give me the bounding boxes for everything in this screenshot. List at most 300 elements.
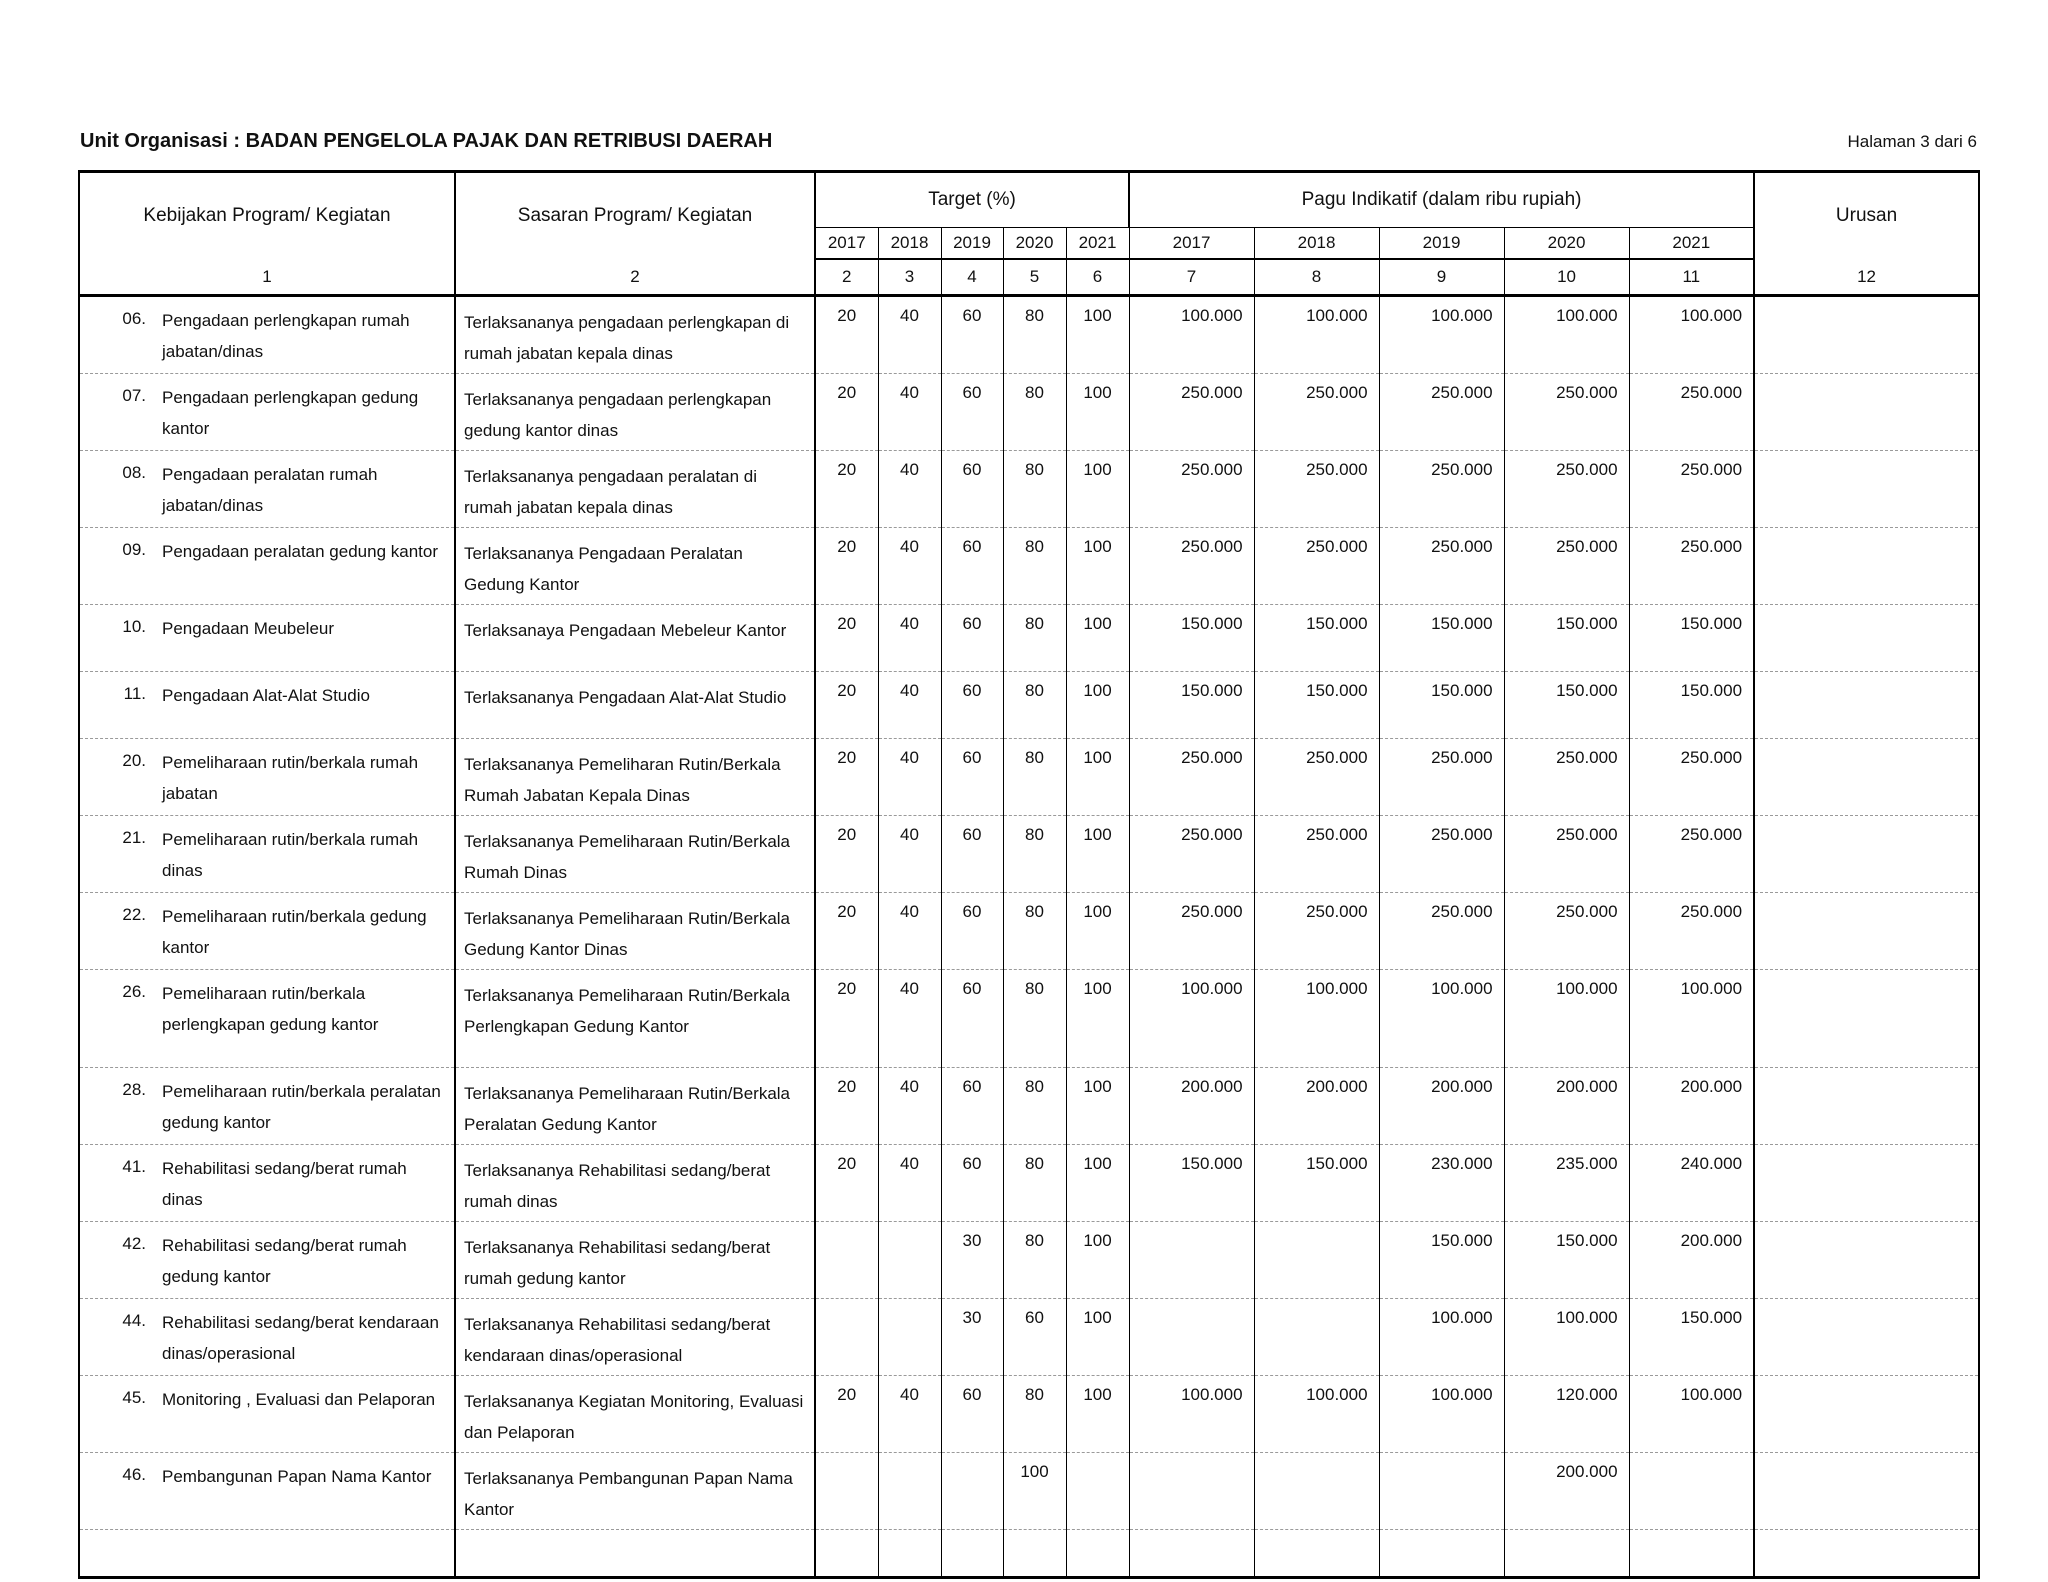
sasaran-cell	[455, 893, 815, 970]
target-cell	[941, 739, 1003, 816]
target-cell	[941, 528, 1003, 605]
pagu-value	[1130, 1453, 1254, 1462]
target-cell	[1066, 296, 1129, 374]
target-cell	[878, 1145, 941, 1222]
table-row	[79, 451, 1979, 528]
pagu-cell	[1629, 605, 1754, 672]
sasaran-text: Terlaksananya Pemeliharan Rutin/Berkala Rumah Jabatan Kepala Dinas	[464, 755, 781, 805]
pagu-cell	[1129, 893, 1254, 970]
target-value: 40	[900, 306, 919, 325]
sasaran-text: Terlaksananya Rehabilitasi sedang/berat rumah dinas	[464, 1161, 771, 1211]
pagu-value: 250.000	[1306, 537, 1368, 556]
target-value: 20	[837, 902, 857, 921]
pagu-cell	[1129, 1222, 1254, 1299]
table-row	[79, 605, 1979, 672]
activity-number: 44.	[122, 1311, 146, 1330]
pagu-cell	[1129, 296, 1254, 374]
target-value: 80	[1025, 460, 1044, 479]
urusan-value	[1755, 1376, 1978, 1385]
urusan-value	[1755, 1145, 1978, 1154]
sasaran-text: Terlaksananya Pengadaan Alat-Alat Studio	[464, 688, 787, 707]
target-year: 2020	[1003, 228, 1066, 260]
header-urusan: Urusan	[1754, 172, 1979, 260]
pagu-cell	[1254, 528, 1379, 605]
kebijakan-text: Pengadaan peralatan gedung kantor	[162, 542, 439, 561]
target-cell	[1003, 672, 1066, 739]
target-cell	[941, 672, 1003, 739]
pagu-value: 150.000	[1680, 681, 1743, 700]
pagu-cell	[1129, 1376, 1254, 1453]
target-year: 2018	[878, 228, 941, 260]
target-cell	[815, 1145, 878, 1222]
empty-cell	[1129, 1530, 1254, 1578]
target-year: 2021	[1066, 228, 1129, 260]
activity-number: 45.	[122, 1388, 146, 1407]
pagu-cell	[1504, 296, 1629, 374]
kebijakan-cell	[79, 296, 455, 374]
target-cell	[1003, 1299, 1066, 1376]
pagu-value: 100.000	[1680, 979, 1743, 998]
sasaran-cell	[455, 605, 815, 672]
pagu-cell	[1129, 672, 1254, 739]
target-value: 60	[962, 383, 982, 402]
urusan-value	[1755, 970, 1978, 979]
pagu-value: 100.000	[1306, 1385, 1368, 1404]
pagu-value: 250.000	[1431, 537, 1493, 556]
pagu-cell	[1379, 1145, 1504, 1222]
sasaran-text: Terlaksananya pengadaan perlengkapan gedung kantor dinas	[464, 390, 772, 440]
target-value: 20	[837, 1154, 857, 1173]
target-cell	[1066, 1453, 1129, 1530]
column-number: 1	[79, 259, 455, 296]
header-target: Target (%)	[815, 172, 1129, 228]
urusan-value	[1755, 893, 1978, 902]
pagu-cell	[1379, 1299, 1504, 1376]
pagu-cell	[1379, 739, 1504, 816]
target-cell	[1003, 374, 1066, 451]
pagu-cell	[1629, 739, 1754, 816]
pagu-cell	[1254, 605, 1379, 672]
pagu-value: 200.000	[1306, 1077, 1368, 1096]
sasaran-cell	[455, 1145, 815, 1222]
pagu-cell	[1129, 816, 1254, 893]
pagu-cell	[1254, 451, 1379, 528]
target-cell	[878, 1068, 941, 1145]
target-cell	[1003, 605, 1066, 672]
sasaran-cell	[455, 739, 815, 816]
pagu-cell	[1254, 672, 1379, 739]
activity-number: 20.	[122, 751, 146, 770]
table-row	[79, 970, 1979, 1068]
kebijakan-text: Pengadaan peralatan rumah jabatan/dinas	[162, 465, 378, 515]
pagu-value: 235.000	[1556, 1154, 1618, 1173]
kebijakan-text: Rehabilitasi sedang/berat rumah gedung kantor	[162, 1236, 407, 1286]
pagu-cell	[1379, 970, 1504, 1068]
urusan-value	[1755, 1068, 1978, 1077]
target-value: 100	[1083, 460, 1112, 479]
target-cell	[1003, 739, 1066, 816]
sasaran-cell	[455, 1222, 815, 1299]
pagu-value: 250.000	[1306, 460, 1368, 479]
pagu-year: 2018	[1254, 228, 1379, 260]
target-value	[816, 1299, 878, 1308]
pagu-value: 120.000	[1556, 1385, 1618, 1404]
urusan-cell	[1754, 1299, 1979, 1376]
pagu-value: 250.000	[1181, 537, 1243, 556]
urusan-cell	[1754, 296, 1979, 374]
pagu-value: 250.000	[1181, 825, 1243, 844]
pagu-cell	[1629, 1068, 1754, 1145]
kebijakan-text: Pemeliharaan rutin/berkala perlengkapan gedung kantor	[162, 984, 379, 1034]
column-number: 2	[455, 259, 815, 296]
target-cell	[941, 1222, 1003, 1299]
pagu-cell	[1254, 1222, 1379, 1299]
pagu-value: 100.000	[1556, 306, 1618, 325]
target-value: 20	[837, 1385, 857, 1404]
sasaran-cell	[455, 970, 815, 1068]
target-cell	[878, 1299, 941, 1376]
pagu-cell	[1254, 1068, 1379, 1145]
target-value: 80	[1025, 1077, 1044, 1096]
target-value	[1067, 1453, 1129, 1462]
target-cell	[1066, 816, 1129, 893]
pagu-value: 150.000	[1431, 681, 1493, 700]
table-row	[79, 1376, 1979, 1453]
pagu-value: 250.000	[1431, 460, 1493, 479]
target-value: 60	[1025, 1308, 1044, 1327]
pagu-cell	[1129, 1068, 1254, 1145]
pagu-value	[1130, 1299, 1254, 1308]
column-number: 11	[1629, 259, 1754, 296]
target-value: 60	[962, 306, 982, 325]
target-cell	[815, 296, 878, 374]
activity-number: 09.	[122, 540, 146, 559]
pagu-value: 150.000	[1306, 614, 1368, 633]
activity-number: 10.	[122, 617, 146, 636]
pagu-value: 250.000	[1556, 383, 1618, 402]
target-value: 20	[837, 306, 857, 325]
urusan-cell	[1754, 374, 1979, 451]
empty-cell	[1754, 1530, 1979, 1578]
target-cell	[878, 528, 941, 605]
pagu-value: 250.000	[1680, 383, 1743, 402]
pagu-cell	[1129, 1453, 1254, 1530]
pagu-cell	[1254, 1376, 1379, 1453]
pagu-cell	[1379, 374, 1504, 451]
target-value: 80	[1025, 537, 1044, 556]
target-cell	[1066, 893, 1129, 970]
column-number: 2	[815, 259, 878, 296]
activity-number: 26.	[122, 982, 146, 1001]
target-value: 80	[1025, 383, 1044, 402]
target-value	[942, 1453, 1003, 1462]
target-cell	[1066, 1222, 1129, 1299]
target-cell	[1066, 672, 1129, 739]
target-value: 100	[1083, 1154, 1112, 1173]
activity-number: 06.	[122, 309, 146, 328]
target-cell	[815, 1222, 878, 1299]
pagu-cell	[1129, 970, 1254, 1068]
target-cell	[1003, 1376, 1066, 1453]
target-cell	[1066, 451, 1129, 528]
pagu-cell	[1629, 816, 1754, 893]
pagu-value: 150.000	[1556, 1231, 1618, 1250]
pagu-year: 2019	[1379, 228, 1504, 260]
target-cell	[941, 1453, 1003, 1530]
pagu-value: 200.000	[1431, 1077, 1493, 1096]
sasaran-cell	[455, 296, 815, 374]
target-value: 100	[1083, 614, 1112, 633]
target-value: 40	[900, 537, 919, 556]
urusan-cell	[1754, 739, 1979, 816]
kebijakan-cell	[79, 672, 455, 739]
pagu-cell	[1129, 451, 1254, 528]
table-row	[79, 739, 1979, 816]
target-cell	[815, 1453, 878, 1530]
target-cell	[1066, 374, 1129, 451]
pagu-cell	[1254, 739, 1379, 816]
empty-cell	[1003, 1530, 1066, 1578]
target-value: 100	[1083, 902, 1112, 921]
target-cell	[941, 1145, 1003, 1222]
urusan-cell	[1754, 1376, 1979, 1453]
kebijakan-cell	[79, 816, 455, 893]
table-row	[79, 374, 1979, 451]
target-cell	[1066, 1068, 1129, 1145]
target-cell	[1066, 528, 1129, 605]
pagu-value: 200.000	[1680, 1077, 1743, 1096]
pagu-cell	[1379, 893, 1504, 970]
urusan-value	[1755, 1222, 1978, 1231]
target-cell	[941, 893, 1003, 970]
pagu-cell	[1504, 739, 1629, 816]
activity-number: 21.	[122, 828, 146, 847]
target-cell	[815, 605, 878, 672]
activity-number: 22.	[122, 905, 146, 924]
pagu-value: 250.000	[1306, 902, 1368, 921]
pagu-value: 100.000	[1431, 979, 1493, 998]
target-value: 100	[1020, 1462, 1049, 1481]
target-cell	[1066, 739, 1129, 816]
urusan-value	[1755, 816, 1978, 825]
pagu-value: 150.000	[1181, 614, 1243, 633]
pagu-cell	[1629, 296, 1754, 374]
kebijakan-cell	[79, 1222, 455, 1299]
column-number: 9	[1379, 259, 1504, 296]
kebijakan-text: Pemeliharaan rutin/berkala rumah dinas	[162, 830, 419, 880]
kebijakan-cell	[79, 605, 455, 672]
sasaran-text: Terlaksanaya Pengadaan Mebeleur Kantor	[464, 621, 787, 640]
pagu-cell	[1629, 1299, 1754, 1376]
target-value: 80	[1025, 1231, 1044, 1250]
target-value: 100	[1083, 825, 1112, 844]
sasaran-cell	[455, 374, 815, 451]
target-cell	[815, 739, 878, 816]
target-cell	[941, 374, 1003, 451]
empty-cell	[455, 1530, 815, 1578]
pagu-cell	[1129, 605, 1254, 672]
urusan-value	[1755, 1453, 1978, 1462]
pagu-cell	[1504, 893, 1629, 970]
target-value: 20	[837, 614, 857, 633]
pagu-cell	[1379, 816, 1504, 893]
pagu-value	[1255, 1299, 1379, 1308]
pagu-value: 250.000	[1680, 537, 1743, 556]
pagu-cell	[1254, 970, 1379, 1068]
urusan-cell	[1754, 672, 1979, 739]
kebijakan-cell	[79, 374, 455, 451]
sasaran-cell	[455, 1453, 815, 1530]
sasaran-cell	[455, 672, 815, 739]
target-cell	[1003, 296, 1066, 374]
pagu-value: 250.000	[1431, 902, 1493, 921]
urusan-value	[1755, 605, 1978, 614]
pagu-cell	[1629, 1453, 1754, 1530]
target-value: 60	[962, 681, 982, 700]
column-number: 12	[1754, 259, 1979, 296]
pagu-value: 100.000	[1181, 979, 1243, 998]
target-cell	[941, 970, 1003, 1068]
target-cell	[1003, 1222, 1066, 1299]
target-value: 60	[962, 979, 982, 998]
pagu-cell	[1629, 1145, 1754, 1222]
column-number: 4	[941, 259, 1003, 296]
column-number: 7	[1129, 259, 1254, 296]
pagu-cell	[1379, 1453, 1504, 1530]
target-cell	[815, 528, 878, 605]
pagu-cell	[1254, 816, 1379, 893]
pagu-cell	[1129, 1299, 1254, 1376]
target-value: 30	[962, 1231, 982, 1250]
target-value: 30	[962, 1308, 982, 1327]
pagu-year: 2021	[1629, 228, 1754, 260]
target-cell	[815, 672, 878, 739]
pagu-cell	[1504, 672, 1629, 739]
activity-number: 42.	[122, 1234, 146, 1253]
kebijakan-text: Monitoring , Evaluasi dan Pelaporan	[162, 1390, 436, 1409]
pagu-cell	[1379, 1222, 1504, 1299]
sasaran-text: Terlaksananya pengadaan peralatan di rumah jabatan kepala dinas	[464, 467, 758, 517]
pagu-cell	[1254, 296, 1379, 374]
urusan-cell	[1754, 970, 1979, 1068]
urusan-cell	[1754, 528, 1979, 605]
target-value: 20	[837, 1077, 857, 1096]
table-body	[79, 296, 1979, 1578]
target-value: 60	[962, 1077, 982, 1096]
pagu-cell	[1379, 1068, 1504, 1145]
kebijakan-text: Pengadaan Meubeleur	[162, 619, 335, 638]
kebijakan-text: Rehabilitasi sedang/berat kendaraan dinas/operasional	[162, 1313, 439, 1363]
target-cell	[1066, 605, 1129, 672]
target-cell	[878, 1453, 941, 1530]
target-value: 60	[962, 1154, 982, 1173]
pagu-value: 200.000	[1556, 1077, 1618, 1096]
pagu-cell	[1504, 1145, 1629, 1222]
kebijakan-cell	[79, 1376, 455, 1453]
pagu-value: 250.000	[1680, 902, 1743, 921]
target-cell	[1066, 1145, 1129, 1222]
kebijakan-cell	[79, 1145, 455, 1222]
target-value: 80	[1025, 748, 1044, 767]
header-pagu: Pagu Indikatif (dalam ribu rupiah)	[1129, 172, 1754, 228]
target-cell	[878, 1222, 941, 1299]
pagu-cell	[1254, 1145, 1379, 1222]
target-cell	[878, 739, 941, 816]
sasaran-text: Terlaksananya Pemeliharaan Rutin/Berkala Peralatan Gedung Kantor	[464, 1084, 791, 1134]
target-value: 40	[900, 383, 919, 402]
target-cell	[1066, 970, 1129, 1068]
column-number: 5	[1003, 259, 1066, 296]
pagu-cell	[1629, 672, 1754, 739]
target-value: 80	[1025, 614, 1044, 633]
kebijakan-cell	[79, 893, 455, 970]
target-cell	[815, 1068, 878, 1145]
pagu-value: 150.000	[1680, 1308, 1743, 1327]
sasaran-cell	[455, 816, 815, 893]
pagu-value: 200.000	[1680, 1231, 1743, 1250]
pagu-cell	[1504, 970, 1629, 1068]
pagu-value: 250.000	[1680, 825, 1743, 844]
pagu-value: 100.000	[1680, 306, 1743, 325]
kebijakan-text: Pemeliharaan rutin/berkala rumah jabatan	[162, 753, 419, 803]
pagu-value: 250.000	[1556, 825, 1618, 844]
kebijakan-cell	[79, 1068, 455, 1145]
column-number: 6	[1066, 259, 1129, 296]
activity-number: 08.	[122, 463, 146, 482]
activity-number: 41.	[122, 1157, 146, 1176]
sasaran-cell	[455, 1376, 815, 1453]
pagu-value	[1630, 1453, 1754, 1462]
target-value: 40	[900, 681, 919, 700]
target-value: 20	[837, 681, 857, 700]
pagu-value: 100.000	[1306, 306, 1368, 325]
empty-cell	[878, 1530, 941, 1578]
pagu-cell	[1379, 528, 1504, 605]
pagu-value: 230.000	[1431, 1154, 1493, 1173]
urusan-cell	[1754, 1068, 1979, 1145]
pagu-cell	[1629, 528, 1754, 605]
pagu-cell	[1629, 1222, 1754, 1299]
pagu-value: 150.000	[1431, 614, 1493, 633]
empty-cell	[79, 1530, 455, 1578]
header-kebijakan: Kebijakan Program/ Kegiatan	[79, 172, 455, 260]
target-cell	[1003, 451, 1066, 528]
pagu-cell	[1254, 893, 1379, 970]
pagu-cell	[1254, 1299, 1379, 1376]
target-value: 100	[1083, 1385, 1112, 1404]
pagu-cell	[1629, 374, 1754, 451]
pagu-value: 150.000	[1556, 614, 1618, 633]
urusan-value	[1755, 672, 1978, 681]
pagu-cell	[1379, 451, 1504, 528]
target-value: 100	[1083, 383, 1112, 402]
target-cell	[815, 893, 878, 970]
pagu-value	[1380, 1453, 1504, 1462]
table-row	[79, 1068, 1979, 1145]
target-value: 60	[962, 902, 982, 921]
target-value: 100	[1083, 537, 1112, 556]
urusan-value	[1755, 297, 1978, 306]
urusan-value	[1755, 374, 1978, 383]
pagu-cell	[1629, 451, 1754, 528]
empty-cell	[1379, 1530, 1504, 1578]
pagu-value: 240.000	[1680, 1154, 1743, 1173]
table-row	[79, 1299, 1979, 1376]
target-value: 60	[962, 537, 982, 556]
target-value: 80	[1025, 1154, 1044, 1173]
target-cell	[1003, 816, 1066, 893]
urusan-value	[1755, 1299, 1978, 1308]
